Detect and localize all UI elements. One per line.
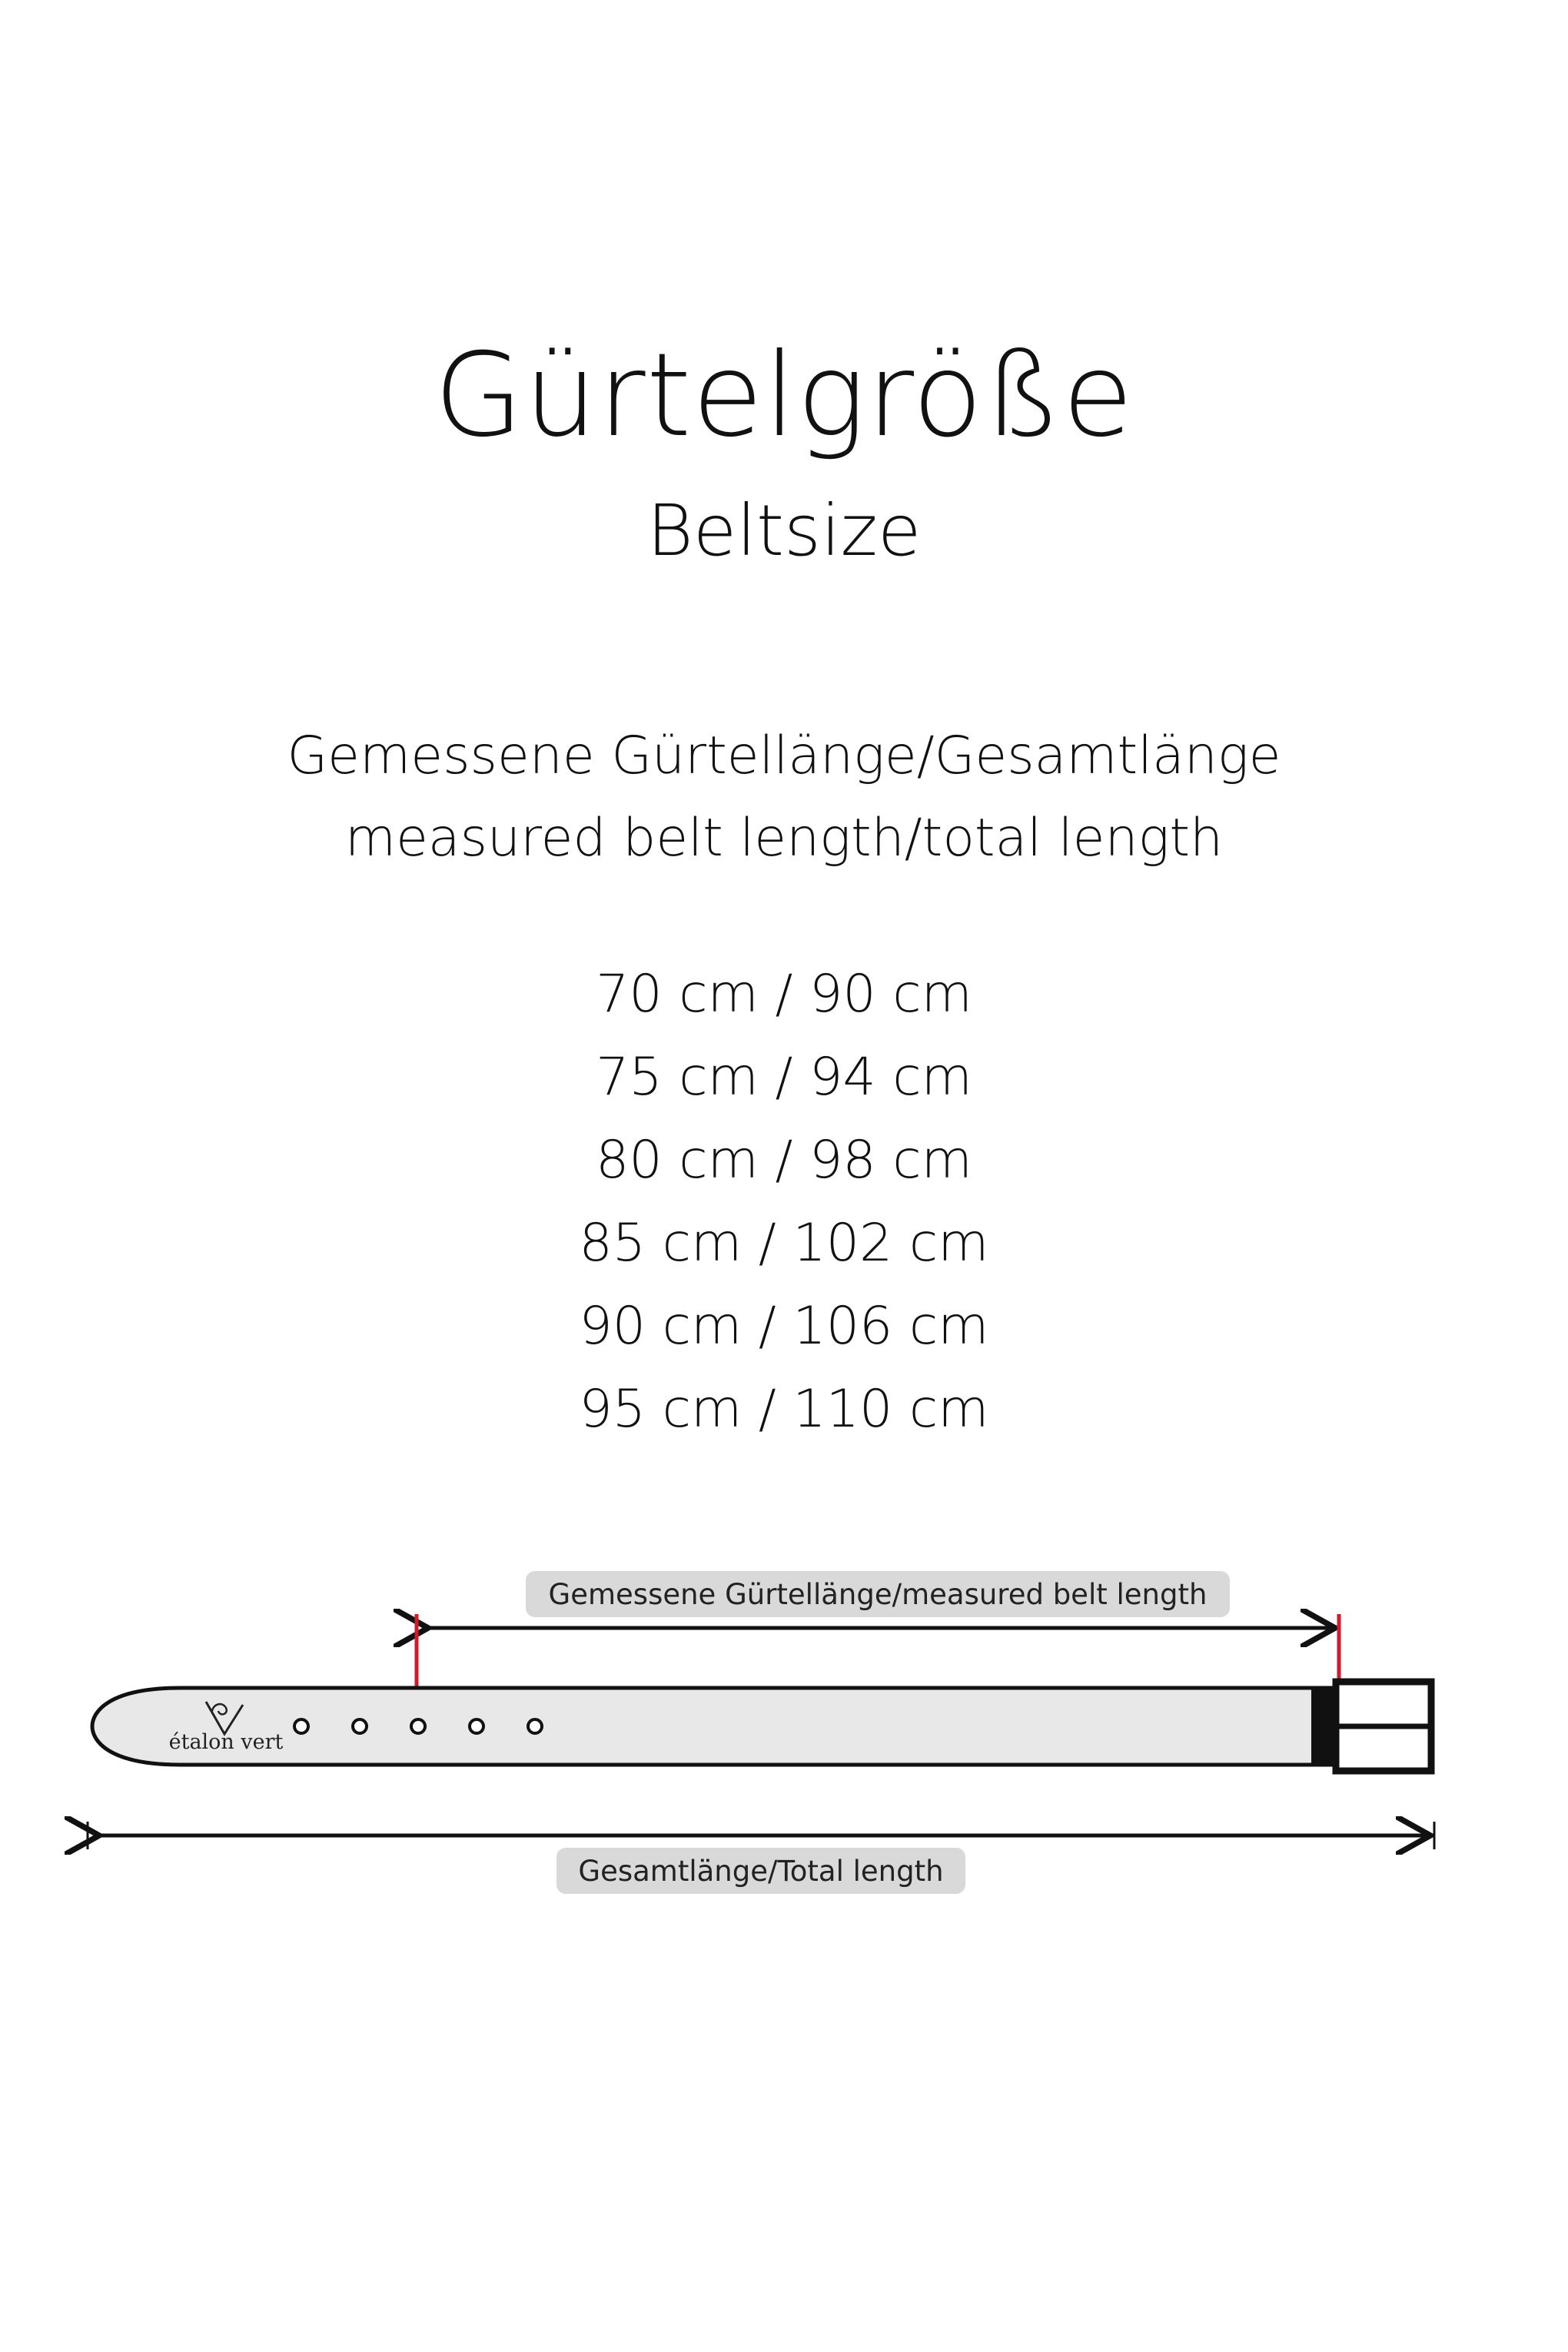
measured-length-label: Gemessene Gürtellänge/measured belt length [548,1578,1208,1611]
size-row: 85 cm / 102 cm [579,1213,989,1274]
size-row: 95 cm / 110 cm [579,1379,989,1440]
total-length-label: Gesamtlänge/Total length [578,1855,944,1888]
size-row: 90 cm / 106 cm [579,1296,989,1357]
belt-buckle [1311,1682,1431,1771]
belt-hole [470,1719,483,1733]
belt-diagram [0,1553,1568,1922]
belt-hole [411,1719,425,1733]
belt-hole [353,1719,367,1733]
size-row: 75 cm / 94 cm [596,1047,972,1108]
size-list [0,953,1568,1451]
size-row: 70 cm / 90 cm [596,964,972,1025]
belt-hole [528,1719,542,1733]
page-subtitle: Beltsize [646,490,922,572]
size-row: 80 cm / 98 cm [596,1130,972,1191]
description-line-german: Gemessene Gürtellänge/Gesamtlänge [287,726,1281,786]
description-line-english: measured belt length/total length [344,808,1224,869]
measurement-description [0,715,1568,879]
belt-hole [294,1719,308,1733]
brand-wordmark: étalon vert [168,1730,284,1754]
page-title: Gürtelgröße [434,329,1134,463]
